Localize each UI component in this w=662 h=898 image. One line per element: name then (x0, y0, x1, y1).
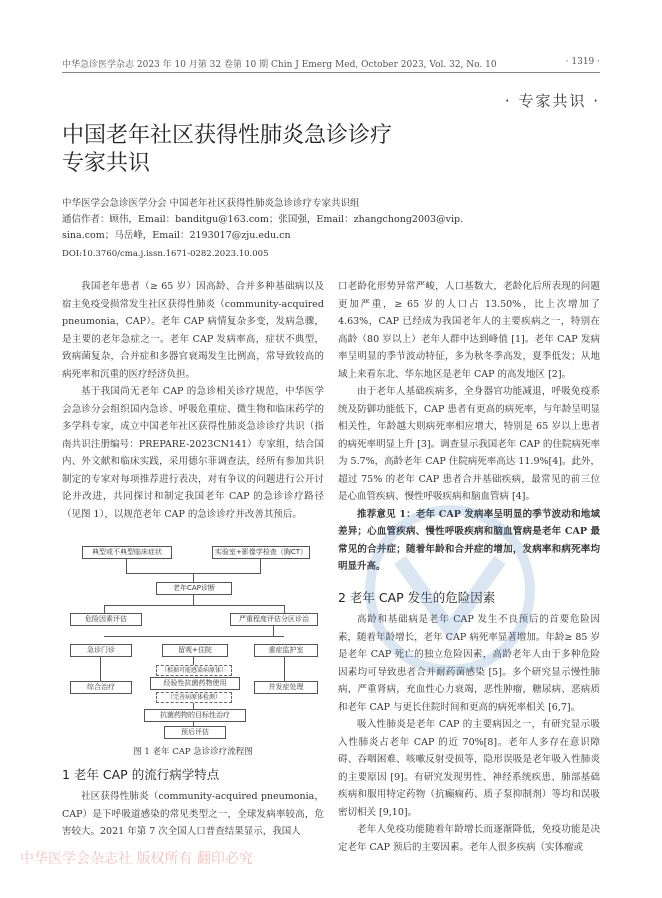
box-emergency-clinic: 急诊门诊 (70, 644, 132, 657)
connector (260, 559, 261, 573)
paragraph: 社区获得性肺炎（community-acquired pneumonia，CAP）是下呼吸道感染的常见类型之一，全球发病率较高，危害较大。2021 年第 7 次全国人口普查结果显示，我国人 (62, 791, 324, 837)
box-complications: 并发症处理 (254, 681, 318, 694)
box-targeted-therapy: 抗菌药物的目标性治疗 (144, 709, 246, 722)
left-column-section-1 (62, 788, 324, 841)
box-prognosis: 预后评估 (164, 726, 226, 739)
section-tag: · 专家共识 · (504, 92, 600, 110)
box-diagnosis: 老年CAP诊断 (156, 582, 232, 595)
box-typical-symptoms: 典型或不典型临床症状 (82, 546, 172, 559)
publisher-watermark-emblem (330, 500, 570, 680)
title-line-1: 中国老年社区获得性肺炎急诊诊疗 (62, 123, 393, 148)
figure-1-flowchart (64, 540, 322, 738)
box-risk-assessment: 危险因素评估 (70, 613, 142, 626)
paragraph: 口老龄化形势异常严峻，人口基数大，老龄化后所表现的问题更加严重，≥ 65 岁的人口占 13.50%，比上次增加了 4.63%，CAP 已经成为我国老年人的主要疾病之一，特别在高龄（80 岁以上）老年人群中达到峰值 [1]。老年 CAP 发病率呈明显的季节波动特征，多为秋冬季高发，夏季低发；从地域上来看东北、华东地区是老年 CAP 的高发地区 [2]。 (338, 281, 600, 380)
connector (193, 657, 194, 665)
paragraph: 我国老年患者（≥ 65 岁）因高龄、合并多种基础病以及宿主免疫受损常发生社区获得性肺炎（community-acquired pneumonia，CAP）。老年 CAP 病情复杂多变，发病急骤，是主要的老年急症之一。老年 CAP 发病率高，症状不典型，致病菌复杂，合并症和多器官衰竭发生比例高，常导致较高的病死率和沉重的医疗经济负担。 (62, 281, 324, 380)
connector (193, 573, 194, 582)
connector (104, 605, 105, 613)
note-pathogen-testing: （完善病原体检测） (156, 692, 232, 703)
section-heading-1: 1 老年 CAP 的流行病学特点 (62, 767, 220, 782)
running-header: 中华急诊医学杂志 2023 年 10 月第 32 卷第 10 期 Chin J Emerg Med, October 2023, Vol. 32, No. 10 (62, 60, 497, 70)
connector (284, 605, 285, 613)
article-title (62, 122, 422, 178)
box-observation: 留观+住院 (162, 644, 228, 657)
section-heading-2: 2 老年 CAP 发生的危险因素 (338, 590, 496, 605)
paragraph: 基于我国尚无老年 CAP 的急诊相关诊疗规范，中华医学会急诊分会组织国内急诊、呼吸危重症、微生物和临床药学的多学科专家，成立中国老年社区获得性肺炎急诊诊疗共识（指南共识注册编号：PREPARE-2023CN141）专家组，结合国内、外文献和临床实践，采用德尔菲调查法，经所有参加共识制定的专家对每项推荐进行表决，对有争议的问题进行公开讨论并改进，共同探讨和制定我国老年 CAP 的急诊诊疗路径（见图 1），以规范老年 CAP 的急诊诊疗并改善其预后。 (62, 386, 324, 520)
box-severity: 严重程度评估分区诊治 (230, 613, 318, 626)
connector (273, 626, 274, 636)
connector (100, 657, 101, 681)
authors: 中华医学会急诊医学分会 中国老年社区获得性肺炎急诊诊疗专家共识组 (62, 198, 360, 209)
footer-watermark: 中华医学会杂志社 版权所有 翻印必究 (20, 851, 253, 867)
paragraph: 老年人免疫功能随着年龄增长而逐渐降低，免疫功能是决定老年 CAP 预后的主要因素。老年人很多疾病（实体瘤或 (338, 824, 600, 853)
recommendation-1: 推荐意见 1：老年 CAP 发病率呈明显的季节波动和地域差异；心血管疾病、慢性呼吸疾病和脑血管病是老年 CAP 最常见的合并症；随着年龄和合并症的增加，发病率和病死率均明显升高。 (338, 508, 600, 572)
connector (104, 605, 284, 606)
correspondence-line-1: 通信作者：顾伟，Email：banditgu@163.com；张国强，Email：zhangchong2003@vip. (62, 214, 464, 225)
paragraph: 由于老年人基础疾病多，全身器官功能减退，呼吸免疫系统及防御功能低下，CAP 患者有更高的病死率，与年龄呈明显相关性，年龄越大则病死率相应增大，特别是 65 岁以上患者的病死率明显上升 [3]。调查显示我国老年 CAP 的住院病死率为 5.7%，高龄老年 CAP 住院病死率高达 11.9%[4]。此外，超过 75% 的老年 CAP 患者合并基础疾病，最常见的前三位是心血管疾病、慢性呼吸疾病和脑血管病 [4]。 (338, 386, 600, 502)
header-rule (62, 72, 600, 73)
left-column-intro (62, 278, 324, 523)
title-line-2: 专家共识 (62, 151, 151, 176)
box-comprehensive: 综合治疗 (70, 681, 132, 694)
connector (193, 595, 194, 605)
paragraph: 吸入性肺炎是老年 CAP 的主要病因之一，有研究显示吸入性肺炎占老年 CAP 的近 70%[8]。老年人多存在意识障碍、吞咽困难、咳嗽反射受损等，隐形误吸是老年吸入性肺炎的主要原因 [9]。有研究发现男性、神经系统疾患、肺部基础疾病和服用特定药物（抗癫痫药、质子泵抑制剂）等均和误吸密切相关 [9,10]。 (338, 719, 600, 818)
connector (104, 636, 284, 637)
figure-caption: 图 1 老年 CAP 急诊诊疗流程图 (133, 747, 253, 757)
note-pathogen: （根据可能感染病原体） (156, 665, 232, 676)
box-empirical-antibiotics: 经验性抗菌药物使用 (150, 677, 240, 690)
paragraph: 高龄和基础病是老年 CAP 发生不良预后的首要危险因素，随着年龄增长，老年 CAP 病死率显著增加。年龄≥ 85 岁是老年 CAP 死亡的独立危险因素，高龄老年人由于多种危险因素均可导致患者合并耐药菌感染 [5]。多个研究显示慢性肺病，严重肾病，充血性心力衰竭，恶性肿瘤，糖尿病、恶病质和老年 CAP 与更长住院时间和更高的病死率相关 [6,7]。 (338, 614, 600, 713)
doi: DOI:10.3760/cma.j.issn.1671-0282.2023.10.005 (62, 249, 269, 259)
page-number: · 1319 · (565, 57, 600, 67)
connector (284, 657, 285, 681)
correspondence-line-2: sina.com；马岳峰，Email：2193017@zju.edu.cn (62, 230, 291, 241)
box-lab-imaging: 实验室+影像学检查（胸CT） (212, 546, 310, 559)
box-icu: 重症监护室 (254, 644, 318, 657)
connector (126, 559, 127, 573)
